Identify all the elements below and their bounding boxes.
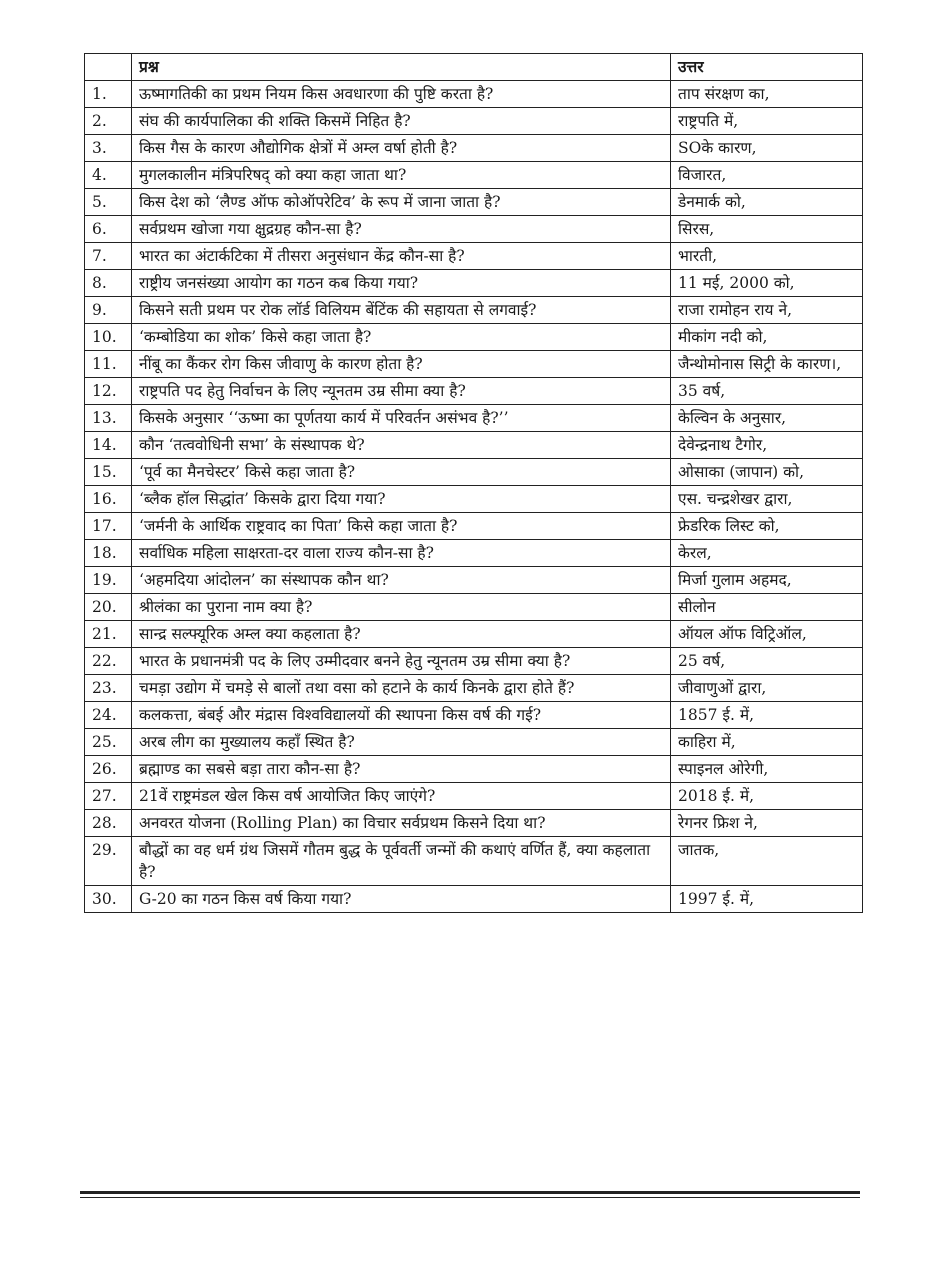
table-row	[85, 270, 863, 297]
answer-cell: फ्रेडरिक लिस्ट को,	[671, 513, 863, 540]
answer-cell: सिरस,	[671, 216, 863, 243]
answer-cell: भारती,	[671, 243, 863, 270]
row-number: 13.	[85, 405, 132, 432]
answer-cell: जीवाणुओं द्वारा,	[671, 675, 863, 702]
question-cell: किसके अनुसार ‘‘ऊष्मा का पूर्णतया कार्य में परिवर्तन असंभव है?’’	[132, 405, 671, 432]
answer-cell: डेनमार्क को,	[671, 189, 863, 216]
table-row	[85, 486, 863, 513]
question-cell: श्रीलंका का पुराना नाम क्या है?	[132, 594, 671, 621]
row-number: 29.	[85, 837, 132, 886]
table-row	[85, 702, 863, 729]
qa-table	[84, 53, 863, 913]
question-cell: भारत का अंटार्कटिका में तीसरा अनुसंधान केंद्र कौन-सा है?	[132, 243, 671, 270]
table-row	[85, 594, 863, 621]
table-row	[85, 216, 863, 243]
question-cell: नींबू का कैंकर रोग किस जीवाणु के कारण होता है?	[132, 351, 671, 378]
answer-cell: राजा रामोहन राय ने,	[671, 297, 863, 324]
row-number: 28.	[85, 810, 132, 837]
row-number: 9.	[85, 297, 132, 324]
table-row	[85, 886, 863, 913]
answer-cell: 11 मई, 2000 को,	[671, 270, 863, 297]
table-row	[85, 108, 863, 135]
row-number: 1.	[85, 81, 132, 108]
row-number: 11.	[85, 351, 132, 378]
row-number: 24.	[85, 702, 132, 729]
answer-cell: ताप संरक्षण का,	[671, 81, 863, 108]
row-number: 7.	[85, 243, 132, 270]
header-number	[85, 54, 132, 81]
row-number: 22.	[85, 648, 132, 675]
answer-cell: काहिरा में,	[671, 729, 863, 756]
row-number: 4.	[85, 162, 132, 189]
answer-cell: मीकांग नदी को,	[671, 324, 863, 351]
table-row	[85, 162, 863, 189]
answer-cell: 25 वर्ष,	[671, 648, 863, 675]
table-row	[85, 621, 863, 648]
row-number: 15.	[85, 459, 132, 486]
row-number: 17.	[85, 513, 132, 540]
question-cell: राष्ट्रीय जनसंख्या आयोग का गठन कब किया गया?	[132, 270, 671, 297]
row-number: 30.	[85, 886, 132, 913]
row-number: 6.	[85, 216, 132, 243]
table-row	[85, 135, 863, 162]
answer-cell: विजारत,	[671, 162, 863, 189]
answer-cell: 2018 ई. में,	[671, 783, 863, 810]
answer-cell: स्पाइनल ओरेगी,	[671, 756, 863, 783]
table-row	[85, 324, 863, 351]
row-number: 12.	[85, 378, 132, 405]
row-number: 10.	[85, 324, 132, 351]
question-cell: कौन ‘तत्ववोधिनी सभा’ के संस्थापक थे?	[132, 432, 671, 459]
question-cell: किस देश को ‘लैण्ड ऑफ कोऑपरेटिव’ के रूप में जाना जाता है?	[132, 189, 671, 216]
question-cell: ब्रह्माण्ड का सबसे बड़ा तारा कौन-सा है?	[132, 756, 671, 783]
row-number: 25.	[85, 729, 132, 756]
answer-cell: 1997 ई. में,	[671, 886, 863, 913]
header-answer: उत्तर	[671, 54, 863, 81]
answer-cell: जातक,	[671, 837, 863, 886]
row-number: 26.	[85, 756, 132, 783]
table-row	[85, 513, 863, 540]
table-row	[85, 459, 863, 486]
header-row	[85, 54, 863, 81]
table-row	[85, 810, 863, 837]
question-cell: संघ की कार्यपालिका की शक्ति किसमें निहित है?	[132, 108, 671, 135]
row-number: 3.	[85, 135, 132, 162]
row-number: 8.	[85, 270, 132, 297]
answer-cell: जैन्थोमोनास सिट्री के कारण।,	[671, 351, 863, 378]
question-cell: ‘अहमदिया आंदोलन’ का संस्थापक कौन था?	[132, 567, 671, 594]
question-cell: किस गैस के कारण औद्योगिक क्षेत्रों में अम्ल वर्षा होती है?	[132, 135, 671, 162]
row-number: 21.	[85, 621, 132, 648]
answer-cell: केरल,	[671, 540, 863, 567]
header-question: प्रश्न	[132, 54, 671, 81]
footer-rule	[80, 1191, 860, 1198]
answer-cell: रेगनर फ्रिश ने,	[671, 810, 863, 837]
table-row	[85, 432, 863, 459]
row-number: 5.	[85, 189, 132, 216]
answer-cell: मिर्जा गुलाम अहमद,	[671, 567, 863, 594]
row-number: 18.	[85, 540, 132, 567]
question-cell: G-20 का गठन किस वर्ष किया गया?	[132, 886, 671, 913]
answer-cell: केल्विन के अनुसार,	[671, 405, 863, 432]
question-cell: अरब लीग का मुख्यालय कहाँ स्थित है?	[132, 729, 671, 756]
question-cell: मुगलकालीन मंत्रिपरिषद् को क्या कहा जाता था?	[132, 162, 671, 189]
answer-cell: SOके कारण,	[671, 135, 863, 162]
table-row	[85, 351, 863, 378]
question-cell: कलकत्ता, बंबई और मंद्रास विश्वविद्यालयों की स्थापना किस वर्ष की गई?	[132, 702, 671, 729]
answer-cell: 35 वर्ष,	[671, 378, 863, 405]
question-cell: ‘पूर्व का मैनचेस्टर’ किसे कहा जाता है?	[132, 459, 671, 486]
answer-cell: सीलोन	[671, 594, 863, 621]
question-cell: सान्द्र सल्फ्यूरिक अम्ल क्या कहलाता है?	[132, 621, 671, 648]
table-row	[85, 81, 863, 108]
row-number: 20.	[85, 594, 132, 621]
question-cell: 21वें राष्ट्रमंडल खेल किस वर्ष आयोजित किए जाएंगे?	[132, 783, 671, 810]
table-row	[85, 567, 863, 594]
table-row	[85, 756, 863, 783]
question-cell: बौद्धों का वह धर्म ग्रंथ जिसमें गौतम बुद्ध के पूर्ववर्ती जन्मों की कथाएं वर्णित हैं, क्या कहलाता है?	[132, 837, 671, 886]
question-cell: ऊष्मागतिकी का प्रथम नियम किस अवधारणा की पुष्टि करता है?	[132, 81, 671, 108]
answer-cell: 1857 ई. में,	[671, 702, 863, 729]
row-number: 19.	[85, 567, 132, 594]
row-number: 27.	[85, 783, 132, 810]
answer-cell: राष्ट्रपति में,	[671, 108, 863, 135]
question-cell: ‘जर्मनी के आर्थिक राष्ट्रवाद का पिता’ किसे कहा जाता है?	[132, 513, 671, 540]
question-cell: राष्ट्रपति पद हेतु निर्वाचन के लिए न्यूनतम उम्र सीमा क्या है?	[132, 378, 671, 405]
table-row	[85, 540, 863, 567]
table-row	[85, 297, 863, 324]
question-cell: अनवरत योजना (Rolling Plan) का विचार सर्वप्रथम किसने दिया था?	[132, 810, 671, 837]
question-cell: चमड़ा उद्योग में चमड़े से बालों तथा वसा को हटाने के कार्य किनके द्वारा होते हैं?	[132, 675, 671, 702]
question-cell: ‘कम्बोडिया का शोक’ किसे कहा जाता है?	[132, 324, 671, 351]
answer-cell: ऑयल ऑफ विट्रिऑल,	[671, 621, 863, 648]
table-row	[85, 405, 863, 432]
answer-cell: ओसाका (जापान) को,	[671, 459, 863, 486]
question-cell: किसने सती प्रथम पर रोक लॉर्ड विलियम बेंटिंक की सहायता से लगवाई?	[132, 297, 671, 324]
table-row	[85, 648, 863, 675]
table-row	[85, 729, 863, 756]
question-cell: ‘ब्लैक हॉल सिद्धांत’ किसके द्वारा दिया गया?	[132, 486, 671, 513]
table-row	[85, 837, 863, 886]
question-cell: सर्वाधिक महिला साक्षरता-दर वाला राज्य कौन-सा है?	[132, 540, 671, 567]
question-cell: भारत के प्रधानमंत्री पद के लिए उम्मीदवार बनने हेतु न्यूनतम उम्र सीमा क्या है?	[132, 648, 671, 675]
table-body	[85, 81, 863, 913]
row-number: 2.	[85, 108, 132, 135]
row-number: 14.	[85, 432, 132, 459]
row-number: 23.	[85, 675, 132, 702]
table-row	[85, 675, 863, 702]
table-row	[85, 783, 863, 810]
table-row	[85, 189, 863, 216]
table-row	[85, 378, 863, 405]
row-number: 16.	[85, 486, 132, 513]
answer-cell: एस. चन्द्रशेखर द्वारा,	[671, 486, 863, 513]
answer-cell: देवेन्द्रनाथ टैगोर,	[671, 432, 863, 459]
table-row	[85, 243, 863, 270]
question-cell: सर्वप्रथम खोजा गया क्षुद्रग्रह कौन-सा है?	[132, 216, 671, 243]
